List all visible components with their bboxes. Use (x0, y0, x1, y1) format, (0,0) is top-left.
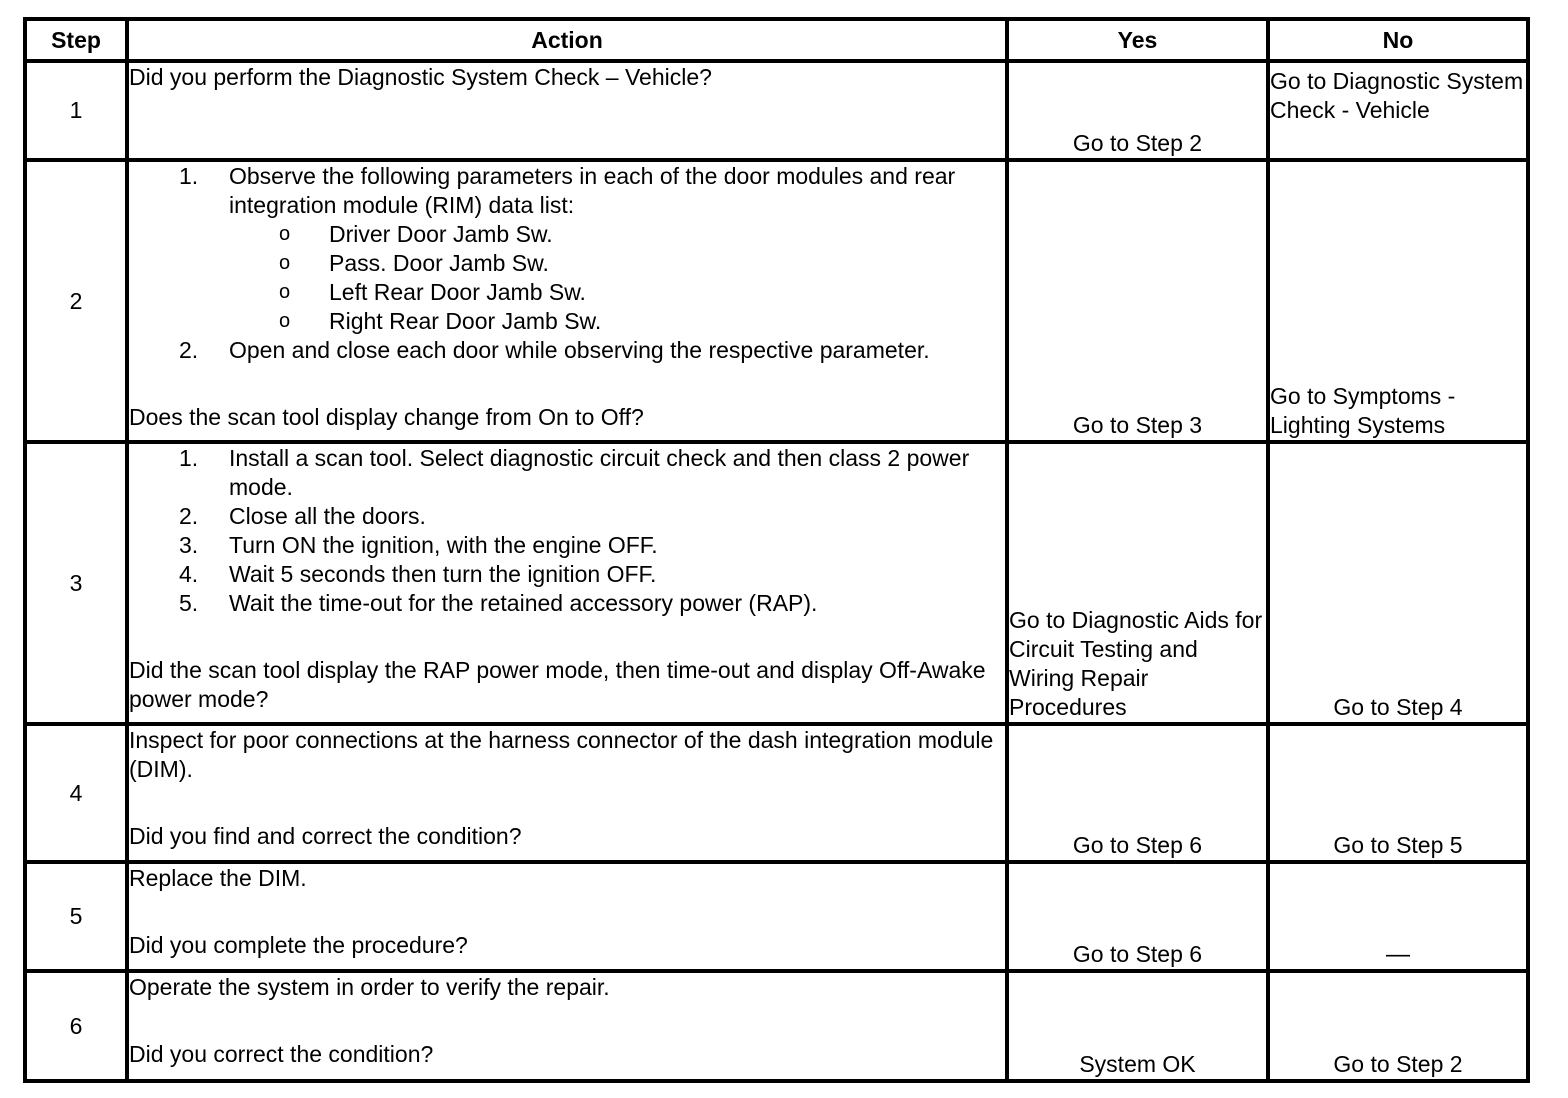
sub-list-item (129, 278, 1005, 307)
item-number: 3. (179, 532, 199, 558)
list-item (129, 589, 1005, 618)
sub-list-item (129, 307, 1005, 336)
action-text: Inspect for poor connections at the harness connector of the dash integration module (DIM). (129, 727, 994, 782)
spacer (129, 365, 1005, 403)
action-cell (127, 442, 1007, 724)
table-row (25, 442, 1528, 724)
list-item (129, 162, 1005, 336)
spacer (129, 893, 1005, 931)
diagnostic-table (23, 17, 1530, 1083)
spacer (129, 618, 1005, 656)
question-text: Did you correct the condition? (129, 1041, 434, 1067)
table-row (25, 61, 1528, 160)
bullet-icon: o (279, 310, 291, 332)
bullet-icon: o (279, 223, 291, 245)
item-text: Close all the doors. (229, 503, 426, 529)
parameter-list (229, 220, 1005, 336)
item-number: 2. (179, 503, 199, 529)
header-step: Step (25, 19, 127, 61)
list-item (129, 531, 1005, 560)
header-yes: Yes (1007, 19, 1268, 61)
item-text: Wait 5 seconds then turn the ignition OFF. (229, 561, 657, 587)
question-text: Did you find and correct the condition? (129, 823, 522, 849)
item-text: Open and close each door while observing the respective parameter. (229, 337, 930, 363)
yes-cell: Go to Diagnostic Aids for Circuit Testing and Wiring Repair Procedures (1007, 442, 1268, 724)
yes-cell: Go to Step 6 (1007, 724, 1268, 862)
action-cell (127, 862, 1007, 971)
sub-item-text: Driver Door Jamb Sw. (329, 221, 553, 247)
item-number: 1. (179, 163, 199, 189)
action-cell (127, 61, 1007, 160)
table-row (25, 971, 1528, 1081)
item-text: Wait the time-out for the retained accessory power (RAP). (229, 590, 818, 616)
yes-cell: System OK (1007, 971, 1268, 1081)
no-cell: Go to Step 5 (1268, 724, 1528, 862)
step-number: 1 (25, 61, 127, 160)
question-text: Did you complete the procedure? (129, 932, 468, 958)
action-text: Replace the DIM. (129, 865, 307, 891)
sub-list-item (129, 220, 1005, 249)
action-cell (127, 971, 1007, 1081)
no-cell: Go to Diagnostic System Check - Vehicle (1268, 61, 1528, 160)
procedure-list (129, 162, 1005, 365)
header-no: No (1268, 19, 1528, 61)
step-number: 6 (25, 971, 127, 1081)
no-cell: — (1268, 862, 1528, 971)
action-text: Did you perform the Diagnostic System Check – Vehicle? (129, 64, 712, 90)
step-number: 2 (25, 160, 127, 442)
spacer (129, 1002, 1005, 1040)
bullet-icon: o (279, 252, 291, 274)
step-number: 3 (25, 442, 127, 724)
header-row (25, 19, 1528, 61)
item-text: Turn ON the ignition, with the engine OFF. (229, 532, 658, 558)
no-cell: Go to Symptoms - Lighting Systems (1268, 160, 1528, 442)
question-text: Does the scan tool display change from On to Off? (129, 404, 644, 430)
item-number: 2. (179, 337, 199, 363)
question-text: Did the scan tool display the RAP power mode, then time-out and display Off-Awake power mode? (129, 657, 986, 712)
sub-list-item (129, 249, 1005, 278)
table-row (25, 724, 1528, 862)
list-item (129, 502, 1005, 531)
item-number: 1. (179, 445, 199, 471)
item-number: 5. (179, 590, 199, 616)
spacer (129, 784, 1005, 822)
action-cell (127, 724, 1007, 862)
yes-cell: Go to Step 2 (1007, 61, 1268, 160)
item-text: Install a scan tool. Select diagnostic circuit check and then class 2 power mode. (229, 445, 970, 500)
yes-cell: Go to Step 3 (1007, 160, 1268, 442)
bullet-icon: o (279, 281, 291, 303)
step-number: 5 (25, 862, 127, 971)
list-item (129, 444, 1005, 502)
sub-item-text: Pass. Door Jamb Sw. (329, 250, 549, 276)
no-cell: Go to Step 4 (1268, 442, 1528, 724)
table-row (25, 862, 1528, 971)
action-text: Operate the system in order to verify the repair. (129, 974, 610, 1000)
procedure-list (129, 444, 1005, 618)
action-cell (127, 160, 1007, 442)
yes-cell: Go to Step 6 (1007, 862, 1268, 971)
list-item (129, 560, 1005, 589)
item-number: 4. (179, 561, 199, 587)
table-row (25, 160, 1528, 442)
list-item (129, 336, 1005, 365)
header-action: Action (127, 19, 1007, 61)
sub-item-text: Left Rear Door Jamb Sw. (329, 279, 586, 305)
item-text: Observe the following parameters in each of the door modules and rear integration module (RIM) data list: (229, 163, 956, 218)
sub-item-text: Right Rear Door Jamb Sw. (329, 308, 602, 334)
no-cell: Go to Step 2 (1268, 971, 1528, 1081)
step-number: 4 (25, 724, 127, 862)
